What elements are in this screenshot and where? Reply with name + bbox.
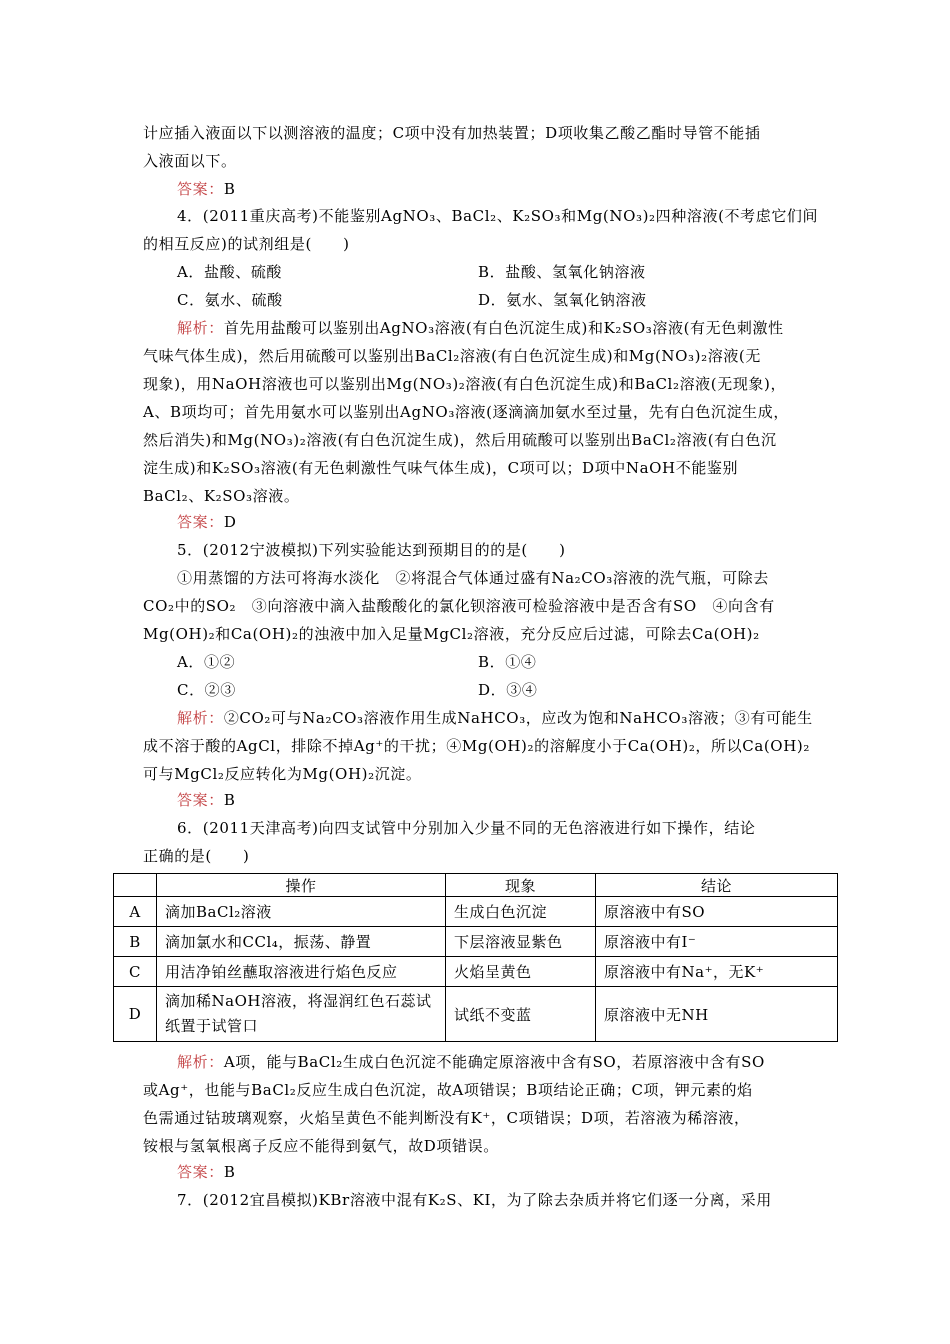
answer-label: 答案： <box>177 513 224 531</box>
table-header-cell <box>114 874 157 897</box>
operation-cell <box>157 987 446 1042</box>
answer-label: 答案： <box>177 1163 224 1181</box>
table-row <box>114 987 838 1042</box>
explanation-line <box>177 1052 765 1072</box>
explanation-line: 可与MgCl₂反应转化为Mg(OH)₂沉淀。 <box>143 765 422 783</box>
explanation-label: 解析： <box>177 1053 224 1071</box>
option-d: D．③④ <box>478 681 538 699</box>
question-5-item: CO₂中的SO₂ ③向溶液中滴入盐酸酸化的氯化钡溶液可检验溶液中是否含有SO ④向含有 <box>143 597 775 615</box>
answer-label: 答案： <box>177 791 224 809</box>
option-c: C．氨水、硫酸 <box>177 291 283 309</box>
table-header-cell: 操作 <box>157 874 446 897</box>
question-5-item: Mg(OH)₂和Ca(OH)₂的浊液中加入足量MgCl₂溶液，充分反应后过滤，可除去Ca(OH)₂ <box>143 625 760 643</box>
row-id: C <box>114 957 157 987</box>
answer-line <box>177 179 235 199</box>
text-line: 入液面以下。 <box>143 152 237 170</box>
conclusion-cell: 原溶液中有I⁻ <box>596 927 838 957</box>
operation-cell: 滴加BaCl₂溶液 <box>157 897 446 927</box>
row-id: D <box>114 987 157 1042</box>
phenomenon-cell: 火焰呈黄色 <box>446 957 596 987</box>
conclusion-cell: 原溶液中有Na⁺，无K⁺ <box>596 957 838 987</box>
explanation-text: ②CO₂可与Na₂CO₃溶液作用生成NaHCO₃，应改为饱和NaHCO₃溶液；③有可能生 <box>223 709 813 727</box>
explanation-label: 解析： <box>177 319 224 337</box>
explanation-line: 气味气体生成)，然后用硫酸可以鉴别出BaCl₂溶液(有白色沉淀生成)和Mg(NO₃)₂溶液(无 <box>143 347 761 365</box>
option-b: B．①④ <box>478 653 537 671</box>
explanation-line: 现象)，用NaOH溶液也可以鉴别出Mg(NO₃)₂溶液(有白色沉淀生成)和BaCl₂溶液(无现象)， <box>143 375 787 393</box>
answer-line <box>177 512 236 532</box>
question-6-stem: 6．(2011天津高考)向四支试管中分别加入少量不同的无色溶液进行如下操作，结论 <box>177 819 756 837</box>
data-table <box>113 873 838 1042</box>
table-header-row <box>114 874 838 897</box>
answer-value: B <box>223 180 236 198</box>
explanation-text: A项，能与BaCl₂生成白色沉淀不能确定原溶液中含有SO，若原溶液中含有SO <box>223 1053 765 1071</box>
question-6-stem-cont: 正确的是( ) <box>143 847 250 865</box>
text-line: 计应插入液面以下以测溶液的温度；C项中没有加热装置；D项收集乙酸乙酯时导管不能插 <box>143 124 761 142</box>
answer-label: 答案： <box>177 180 224 198</box>
option-b: B．盐酸、氢氧化钠溶液 <box>478 263 646 281</box>
phenomenon-cell: 下层溶液显紫色 <box>446 927 596 957</box>
table-header-cell: 结论 <box>596 874 838 897</box>
explanation-label: 解析： <box>177 709 224 727</box>
explanation-line: 成不溶于酸的AgCl，排除不掉Ag⁺的干扰；④Mg(OH)₂的溶解度小于Ca(OH)₂，所以Ca(OH)₂ <box>143 737 810 755</box>
explanation-line <box>177 318 784 338</box>
answer-value: D <box>223 513 237 531</box>
conclusion-cell: 原溶液中无NH <box>596 987 838 1042</box>
operation-text: 滴加稀NaOH溶液，将湿润红色石蕊试纸置于试管口 <box>165 992 432 1035</box>
question-5-item: ①用蒸馏的方法可将海水淡化 ②将混合气体通过盛有Na₂CO₃溶液的洗气瓶，可除去 <box>177 569 769 587</box>
explanation-line: 然后消失)和Mg(NO₃)₂溶液(有白色沉淀生成)，然后用硫酸可以鉴别出BaCl₂溶液(有白色沉 <box>143 431 777 449</box>
explanation-text: 首先用盐酸可以鉴别出AgNO₃溶液(有白色沉淀生成)和K₂SO₃溶液(有无色刺激性 <box>223 319 784 337</box>
operation-cell: 用洁净铂丝蘸取溶液进行焰色反应 <box>157 957 446 987</box>
option-d: D．氨水、氢氧化钠溶液 <box>478 291 647 309</box>
operation-cell: 滴加氯水和CCl₄，振荡、静置 <box>157 927 446 957</box>
table-row <box>114 927 838 957</box>
answer-value: B <box>223 791 236 809</box>
explanation-line <box>177 708 813 728</box>
option-a: A．①② <box>177 653 236 671</box>
question-4-stem-cont: 的相互反应)的试剂组是( ) <box>143 235 350 253</box>
answer-line <box>177 1162 235 1182</box>
explanation-line: 或Ag⁺，也能与BaCl₂反应生成白色沉淀，故A项错误；B项结论正确；C项，钾元素的焰 <box>143 1081 753 1099</box>
answer-line <box>177 790 235 810</box>
table-row <box>114 957 838 987</box>
explanation-line: 铵根与氢氧根离子反应不能得到氨气，故D项错误。 <box>143 1137 499 1155</box>
option-c: C．②③ <box>177 681 236 699</box>
phenomenon-cell: 生成白色沉淀 <box>446 897 596 927</box>
option-a: A．盐酸、硫酸 <box>177 263 283 281</box>
explanation-line: 色需通过钴玻璃观察，火焰呈黄色不能判断没有K⁺，C项错误；D项，若溶液为稀溶液， <box>143 1109 750 1127</box>
explanation-line: BaCl₂、K₂SO₃溶液。 <box>143 487 300 505</box>
phenomenon-cell: 试纸不变蓝 <box>446 987 596 1042</box>
question-4-stem: 4．(2011重庆高考)不能鉴别AgNO₃、BaCl₂、K₂SO₃和Mg(NO₃)₂四种溶液(不考虑它们间 <box>177 207 819 225</box>
question-7-stem: 7．(2012宜昌模拟)KBr溶液中混有K₂S、KI，为了除去杂质并将它们逐一分离，采用 <box>177 1191 772 1209</box>
explanation-line: A、B项均可；首先用氨水可以鉴别出AgNO₃溶液(逐滴滴加氨水至过量，先有白色沉淀生成， <box>143 403 789 421</box>
question-5-stem: 5．(2012宁波模拟)下列实验能达到预期目的的是( ) <box>177 541 566 559</box>
table-row <box>114 897 838 927</box>
table-header-cell: 现象 <box>446 874 596 897</box>
conclusion-cell: 原溶液中有SO <box>596 897 838 927</box>
answer-value: B <box>223 1163 236 1181</box>
explanation-line: 淀生成)和K₂SO₃溶液(有无色刺激性气味气体生成)，C项可以；D项中NaOH不能鉴别 <box>143 459 739 477</box>
row-id: A <box>114 897 157 927</box>
row-id: B <box>114 927 157 957</box>
